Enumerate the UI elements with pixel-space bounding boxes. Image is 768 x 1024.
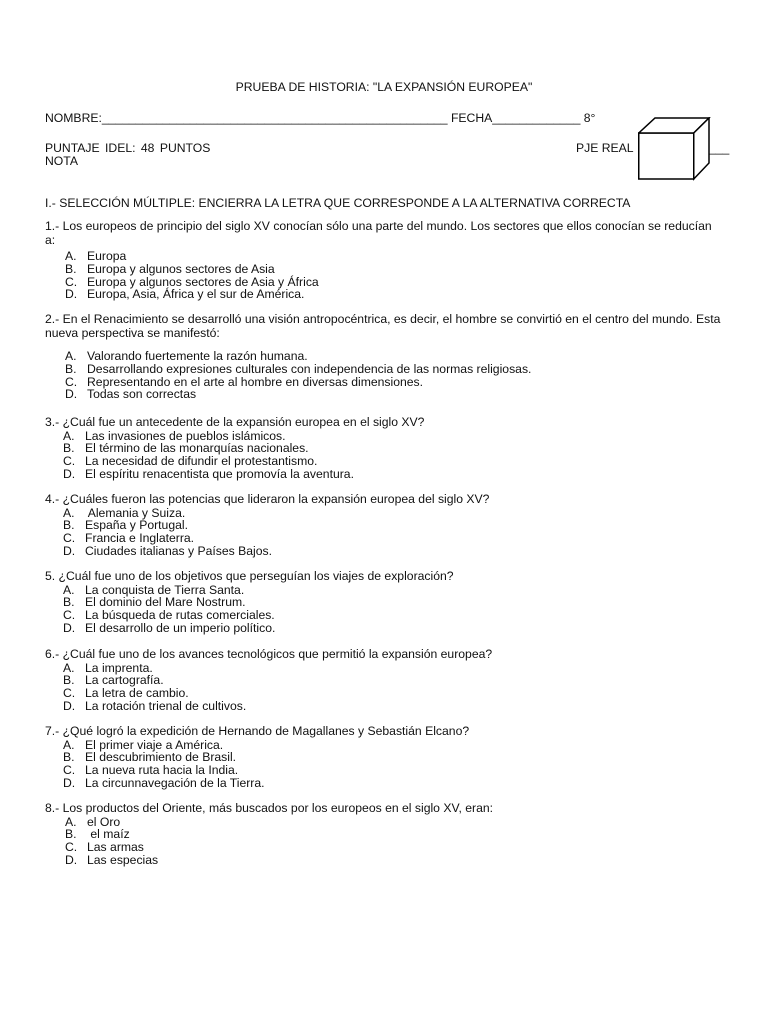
option-text: El espíritu renacentista que promovía la aventura.: [85, 466, 354, 481]
question-8: [45, 802, 725, 867]
option-text: El dominio del Mare Nostrum.: [85, 595, 246, 610]
answer-option[interactable]: [65, 841, 725, 854]
option-text: Representando en el arte al hombre en diversas dimensiones.: [87, 374, 424, 389]
option-text: Europa y algunos sectores de Asia: [87, 261, 275, 276]
option-letter: C.: [63, 608, 76, 623]
question-2: [45, 313, 725, 401]
option-letter: A.: [63, 505, 75, 520]
document-title: PRUEBA DE HISTORIA: "LA EXPANSIÓN EUROPEA": [235, 80, 533, 94]
answer-options: [45, 584, 725, 635]
option-letter: D.: [65, 287, 78, 302]
option-text: Las armas: [87, 840, 144, 855]
score-box: [638, 117, 712, 181]
option-text: Desarrollando expresiones culturales con independencia de las normas religiosas.: [87, 361, 532, 376]
answer-option[interactable]: [63, 700, 725, 713]
option-letter: C.: [63, 763, 76, 778]
question-stem: 2.- En el Renacimiento se desarrolló una visión antropocéntrica, es decir, el hombre se convirtió en el centro del mundo. Esta nueva perspectiva se manifestó:: [45, 312, 721, 340]
option-text: El término de las monarquías nacionales.: [85, 441, 309, 456]
option-text: Las invasiones de pueblos islámicos.: [85, 428, 286, 443]
option-letter: C.: [63, 686, 76, 701]
question-7: [45, 725, 725, 790]
ideal-score: PUNTAJE IDEL: 48 PUNTOS: [45, 141, 211, 155]
option-text: La necesidad de difundir el protestantismo.: [85, 454, 318, 469]
answer-option[interactable]: [63, 622, 725, 635]
option-letter: D.: [63, 620, 76, 635]
answer-option[interactable]: [65, 854, 725, 867]
question-1: [45, 220, 725, 301]
option-letter: C.: [63, 531, 76, 546]
question-6: [45, 648, 725, 713]
option-letter: A.: [63, 737, 75, 752]
option-text: La búsqueda de rutas comerciales.: [85, 608, 275, 623]
option-letter: C.: [65, 840, 78, 855]
option-text: Las especias: [87, 852, 159, 867]
option-letter: B.: [63, 750, 75, 765]
option-text: La nueva ruta hacia la India.: [85, 763, 239, 778]
answer-options: [45, 507, 725, 558]
option-text: el maíz: [87, 827, 130, 842]
question-stem: 1.- Los europeos de principio del siglo XV conocían sólo una parte del mundo. Los sectores que ellos conocían se reducían a:: [45, 219, 712, 247]
answer-options: [45, 430, 725, 481]
option-letter: C.: [65, 374, 78, 389]
option-letter: D.: [63, 775, 76, 790]
option-letter: A.: [63, 660, 75, 675]
question-stem: 8.- Los productos del Oriente, más buscados por los europeos en el siglo XV, eran:: [45, 801, 494, 815]
question-5: [45, 570, 725, 635]
grade-label: NOTA: [45, 154, 78, 168]
option-text: Europa, Asia, África y el sur de América.: [87, 287, 305, 302]
option-text: Todas son correctas: [87, 387, 197, 402]
question-stem: 3.- ¿Cuál fue un antecedente de la expansión europea en el siglo XV?: [45, 415, 425, 429]
option-letter: B.: [65, 361, 77, 376]
option-text: Europa y algunos sectores de Asia y África: [87, 274, 319, 289]
option-letter: B.: [63, 518, 75, 533]
question-4: [45, 493, 725, 558]
section-heading: I.- SELECCIÓN MÚLTIPLE: ENCIERRA LA LETRA QUE CORRESPONDE A LA ALTERNATIVA CORRECTA: [45, 196, 631, 210]
answer-options: [45, 816, 725, 867]
option-letter: D.: [65, 387, 78, 402]
answer-option[interactable]: [65, 828, 725, 841]
answer-option[interactable]: [63, 777, 725, 790]
option-text: Alemania y Suiza.: [85, 505, 186, 520]
option-letter: A.: [65, 814, 77, 829]
question-stem: 4.- ¿Cuáles fueron las potencias que lideraron la expansión europea del siglo XV?: [45, 492, 490, 506]
real-score-label: PJE REAL: [576, 141, 634, 155]
option-letter: D.: [63, 466, 76, 481]
answer-option[interactable]: [65, 288, 725, 301]
option-letter: A.: [63, 428, 75, 443]
answer-options: [45, 662, 725, 713]
answer-option[interactable]: [63, 545, 725, 558]
option-text: Valorando fuertemente la razón humana.: [87, 349, 308, 363]
option-letter: B.: [63, 441, 75, 456]
answer-options: [45, 350, 725, 401]
option-letter: D.: [63, 543, 76, 558]
option-text: España y Portugal.: [85, 518, 188, 533]
option-letter: C.: [63, 454, 76, 469]
option-letter: A.: [65, 249, 77, 263]
option-letter: B.: [65, 261, 77, 276]
option-letter: D.: [63, 698, 76, 713]
option-letter: A.: [63, 582, 75, 597]
question-3: [45, 416, 725, 481]
option-text: Ciudades italianas y Países Bajos.: [85, 543, 272, 558]
option-text: La letra de cambio.: [85, 686, 189, 701]
option-text: El desarrollo de un imperio político.: [85, 620, 276, 635]
option-letter: B.: [63, 673, 75, 688]
option-text: El primer viaje a América.: [85, 737, 224, 752]
question-stem: 6.- ¿Cuál fue uno de los avances tecnológicos que permitió la expansión europea?: [45, 647, 493, 661]
option-text: La imprenta.: [85, 660, 153, 675]
option-text: La circunnavegación de la Tierra.: [85, 775, 265, 790]
option-letter: A.: [65, 349, 77, 363]
option-text: La rotación trienal de cultivos.: [85, 698, 247, 713]
question-stem: 5. ¿Cuál fue uno de los objetivos que perseguían los viajes de exploración?: [45, 569, 454, 583]
option-text: El descubrimiento de Brasil.: [85, 750, 237, 765]
option-text: el Oro: [87, 814, 121, 829]
answer-option[interactable]: [65, 388, 725, 401]
option-text: La cartografía.: [85, 673, 164, 688]
answer-options: [45, 739, 725, 790]
option-text: La conquista de Tierra Santa.: [85, 582, 245, 597]
answer-options: [45, 250, 725, 301]
option-text: Europa: [87, 249, 127, 263]
option-letter: D.: [65, 852, 78, 867]
option-letter: B.: [65, 827, 77, 842]
question-stem: 7.- ¿Qué logró la expedición de Hernando de Magallanes y Sebastián Elcano?: [45, 724, 470, 738]
option-letter: C.: [65, 274, 78, 289]
option-text: Francia e Inglaterra.: [85, 531, 195, 546]
option-letter: B.: [63, 595, 75, 610]
answer-option[interactable]: [63, 468, 725, 481]
answer-option[interactable]: [65, 816, 725, 829]
real-score-blank: ___: [709, 141, 730, 155]
name-date-line: NOMBRE:___________________________________________________ FECHA_____________ 8°: [45, 111, 596, 125]
